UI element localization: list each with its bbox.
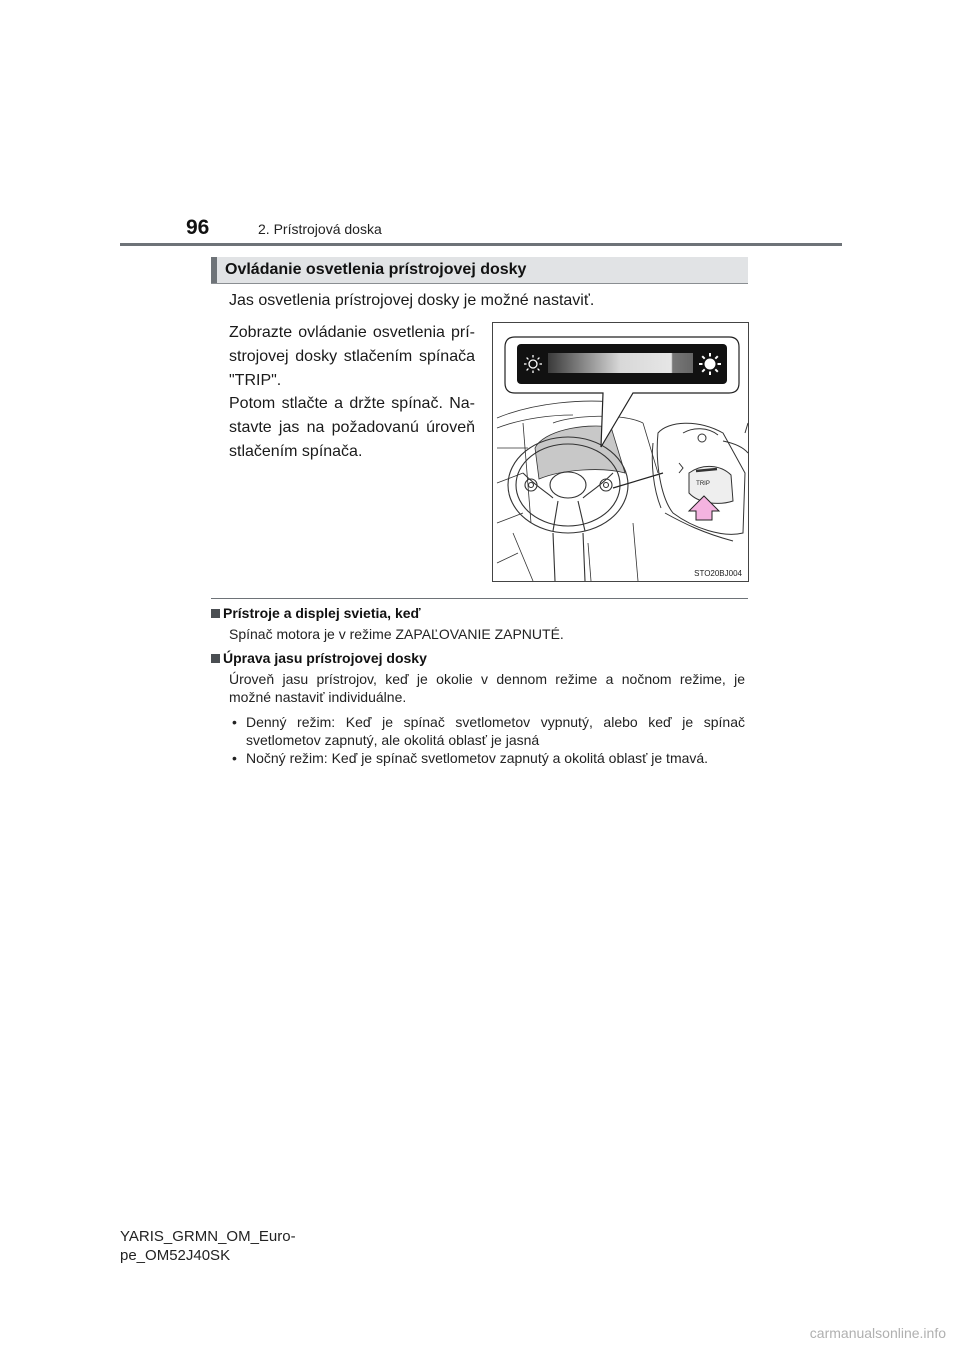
- section-heading-text: Ovládanie osvetlenia prístrojovej dosky: [225, 261, 527, 278]
- list-item: [229, 713, 745, 749]
- footer-line-1: YARIS_GRMN_OM_Euro-: [120, 1228, 296, 1245]
- intro-text: Jas osvetlenia prístrojovej dosky je možné nastaviť.: [229, 292, 595, 309]
- list-item-line: Nočný režim: Keď je spínač svetlometov zapnutý a okolitá oblasť je tmavá.: [246, 750, 709, 766]
- trip-switch-label: TRIP: [696, 481, 710, 487]
- note-line: možné nastaviť individuálne.: [229, 689, 407, 705]
- square-bullet-icon: [211, 609, 220, 618]
- dashboard-illustration-drawing: [493, 323, 750, 583]
- instruction-paragraph-2: [229, 392, 475, 464]
- note-line: Úroveň jasu prístrojov, keď je okolie v dennom režime a nočnom režime, je: [229, 671, 745, 687]
- paragraph-line: Potom stlačte a držte spínač. Na-: [229, 395, 475, 412]
- note-heading-1: [211, 605, 421, 621]
- figure-code: STO20BJ004: [694, 569, 742, 578]
- section-rule: [211, 598, 748, 599]
- paragraph-line: "TRIP".: [229, 372, 282, 389]
- paragraph-line: stavte jas na požadovanú úroveň: [229, 419, 475, 436]
- square-bullet-icon: [211, 654, 220, 663]
- note-heading-text: Prístroje a displej svietia, keď: [223, 605, 421, 621]
- document-footer: [120, 1227, 296, 1265]
- note-text-2: [229, 670, 745, 706]
- footer-line-2: pe_OM52J40SK: [120, 1247, 231, 1264]
- list-item-line: Denný režim: Keď je spínač svetlometov vypnutý, alebo keď je spínač: [246, 714, 745, 730]
- instruction-paragraph-1: [229, 321, 475, 393]
- section-heading-bar: [211, 257, 217, 283]
- bullet-dot-icon: •: [232, 750, 237, 766]
- page-number: 96: [186, 216, 210, 239]
- paragraph-line: Zobrazte ovládanie osvetlenia prí-: [229, 324, 475, 341]
- dashboard-illustration: [492, 322, 749, 582]
- paragraph-line: strojovej dosky stlačením spínača: [229, 348, 475, 365]
- bullet-list: [229, 713, 745, 767]
- list-item-line: svetlometov zapnutý, ale okolitá oblasť je jasná: [246, 732, 540, 748]
- header-rule: [120, 243, 842, 246]
- chapter-title: 2. Prístrojová doska: [258, 221, 382, 237]
- watermark-link[interactable]: carmanualsonline.info: [809, 1325, 946, 1341]
- section-heading: [211, 257, 748, 284]
- paragraph-line: stlačením spínača.: [229, 443, 363, 460]
- note-heading-2: [211, 650, 427, 666]
- list-item: [229, 749, 745, 767]
- note-text-1: Spínač motora je v režime ZAPAĽOVANIE ZAPNUTÉ.: [229, 626, 564, 642]
- brightness-high-icon: [699, 353, 721, 375]
- note-heading-text: Úprava jasu prístrojovej dosky: [223, 650, 427, 666]
- bullet-dot-icon: •: [232, 714, 237, 730]
